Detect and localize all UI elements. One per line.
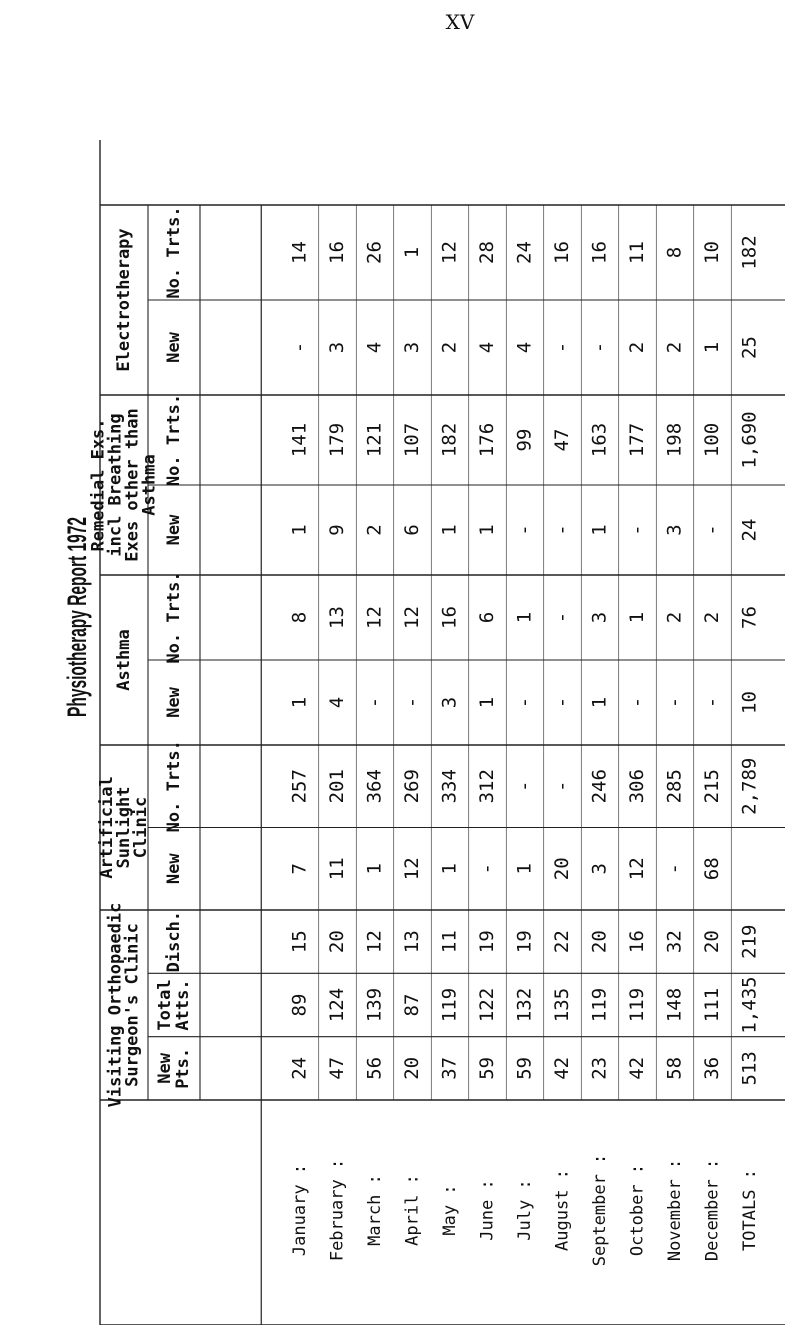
table-cell: 2: [663, 341, 686, 354]
table-cell: 19: [476, 930, 498, 954]
month-label: September :: [590, 1153, 610, 1267]
table-cell: 4: [326, 696, 348, 709]
table-cell: 3: [401, 341, 423, 354]
table-cell: 3: [663, 524, 686, 536]
table-cell: 107: [401, 422, 423, 458]
table-cell: 2,789: [738, 757, 761, 815]
month-label: August :: [552, 1169, 573, 1251]
table-cell: 4: [513, 341, 536, 354]
column-header: New: [164, 332, 184, 363]
table-cell: -: [513, 780, 536, 792]
table-cell: 119: [588, 987, 611, 1023]
column-header: No. Trts.: [164, 206, 184, 299]
table-cell: 12: [363, 930, 386, 954]
table-cell: 20: [588, 930, 611, 954]
table-cell: 10: [738, 691, 761, 714]
column-header: No. Trts.: [164, 740, 184, 833]
table-cell: 1: [701, 341, 723, 354]
table-cell: 257: [288, 769, 311, 804]
group-title: Remedial Exs.: [90, 418, 109, 552]
table-cell: 198: [663, 422, 686, 458]
table-cell: -: [626, 696, 648, 709]
table-cell: 334: [438, 769, 461, 804]
month-label: July :: [515, 1179, 535, 1241]
table-cell: 22: [551, 930, 573, 954]
table-cell: 312: [476, 769, 498, 804]
table-cell: 6: [476, 611, 498, 624]
page-number: XV: [445, 10, 475, 34]
table-cell: -: [288, 341, 311, 354]
table-cell: 1: [513, 611, 536, 624]
table-cell: 13: [326, 606, 348, 629]
table-cell: 20: [701, 930, 723, 954]
table-cell: 182: [738, 235, 761, 270]
table-cell: 1,690: [738, 411, 761, 469]
table-cell: -: [701, 696, 723, 709]
table-cell: 1: [288, 696, 311, 709]
table-cell: -: [513, 696, 536, 709]
table-cell: 269: [401, 769, 423, 804]
group-title: Sunlight: [114, 786, 134, 869]
table-cell: 24: [513, 241, 536, 264]
table-cell: -: [663, 696, 686, 709]
table-cell: 135: [551, 987, 573, 1023]
table-cell: -: [551, 524, 573, 536]
table-cell: 68: [701, 857, 723, 881]
table-cell: 2: [701, 611, 723, 624]
month-label: June :: [477, 1179, 498, 1241]
table-cell: 47: [326, 1056, 348, 1080]
table-cell: 12: [401, 857, 423, 881]
table-cell: 285: [663, 769, 686, 804]
table-cell: 1: [476, 696, 498, 709]
table-cell: 36: [701, 1056, 723, 1080]
table-cell: 12: [626, 857, 648, 881]
table-cell: 3: [588, 611, 611, 624]
month-label: January :: [290, 1163, 310, 1257]
table-cell: 121: [363, 422, 386, 458]
table-cell: 28: [476, 241, 498, 264]
table-cell: 42: [551, 1056, 573, 1080]
table-cell: 1: [588, 524, 611, 536]
group-title: Electrotherapy: [114, 228, 134, 372]
table-cell: 32: [663, 930, 686, 954]
table-cell: 20: [326, 930, 348, 954]
table-cell: 4: [476, 341, 498, 354]
table-cell: 2: [663, 611, 686, 624]
table-cell: 15: [288, 930, 311, 954]
group-title: Visiting Orthopaedic: [105, 902, 126, 1108]
report-title-text: Physiotherapy Report 1972: [62, 512, 92, 717]
column-header: No. Trts.: [164, 571, 184, 664]
table-cell: 2: [626, 341, 648, 354]
table-cell: 1: [513, 863, 536, 875]
table-cell: 2: [363, 524, 386, 536]
table-cell: 201: [326, 769, 348, 804]
table-cell: 12: [363, 606, 386, 629]
table-cell: 58: [663, 1056, 686, 1080]
column-header: New: [155, 1052, 175, 1084]
table-cell: 42: [626, 1056, 648, 1080]
table-cell: 7: [288, 863, 311, 875]
table-cell: 219: [738, 924, 761, 959]
table-cell: 8: [288, 611, 311, 624]
table-cell: -: [551, 341, 573, 354]
table-cell: 177: [626, 422, 648, 458]
table-cell: 246: [588, 769, 611, 804]
table-cell: 87: [401, 993, 423, 1017]
table-cell: 119: [438, 987, 461, 1023]
table-cell: 16: [326, 241, 348, 264]
table-cell: 179: [326, 422, 348, 458]
table-cell: 1: [401, 246, 423, 259]
table-cell: 1: [626, 611, 648, 624]
table-cell: 1,435: [738, 976, 761, 1034]
month-label: December :: [702, 1158, 723, 1262]
table-cell: -: [513, 524, 536, 536]
table-cell: 122: [476, 987, 498, 1023]
column-header: New: [164, 853, 184, 885]
table-cell: 1: [438, 524, 461, 536]
table-cell: 13: [401, 930, 423, 954]
table-cell: 141: [288, 422, 311, 458]
month-label: October :: [627, 1163, 648, 1257]
table-cell: -: [476, 863, 498, 875]
table-cell: -: [588, 341, 611, 354]
table-cell: 16: [588, 241, 611, 264]
table-cell: 11: [626, 241, 648, 264]
month-label: March :: [365, 1174, 385, 1246]
table-cell: 12: [401, 606, 423, 629]
column-header: Total: [155, 979, 175, 1031]
month-label: TOTALS :: [740, 1169, 760, 1251]
table-cell: 9: [326, 524, 348, 536]
table-cell: 176: [476, 422, 498, 458]
table-cell: 59: [513, 1056, 536, 1080]
group-title: Artificial: [97, 776, 117, 879]
table-cell: 364: [363, 769, 386, 804]
table-cell: 1: [476, 524, 498, 536]
statistics-table: [90, 140, 790, 1325]
group-title: Exes other than: [122, 408, 143, 562]
month-label: April :: [402, 1174, 423, 1246]
table-cell: 1: [288, 524, 311, 536]
table-cell: 24: [738, 518, 761, 542]
table-cell: 12: [438, 241, 461, 264]
table-cell: 16: [626, 930, 648, 954]
table-cell: 89: [288, 993, 311, 1017]
table-cell: -: [551, 780, 573, 792]
table-cell: 37: [438, 1056, 461, 1080]
table-cell: 16: [551, 241, 573, 264]
group-title: Surgeon's Clinic: [122, 923, 143, 1087]
table-cell: 100: [701, 422, 723, 458]
month-label: November :: [665, 1158, 685, 1262]
group-title: Clinic: [131, 796, 151, 859]
table-cell: 56: [363, 1056, 386, 1080]
table-cell: 19: [513, 930, 536, 954]
column-header: New: [164, 687, 184, 718]
column-header: Disch.: [164, 910, 184, 973]
table-cell: -: [401, 696, 423, 709]
table-cell: 8: [663, 246, 686, 259]
table-cell: 47: [551, 428, 573, 452]
table-cell: 119: [626, 987, 648, 1023]
table-cell: 14: [288, 241, 311, 264]
table-cell: 23: [588, 1056, 611, 1080]
column-header: Pts.: [173, 1047, 193, 1089]
table-cell: 148: [663, 987, 686, 1023]
column-header: New: [164, 514, 184, 546]
table-cell: 6: [401, 524, 423, 536]
table-cell: 139: [363, 987, 386, 1023]
table-cell: 3: [326, 341, 348, 354]
table-cell: -: [551, 696, 573, 709]
table-cell: 24: [288, 1056, 311, 1080]
column-header: No. Trts.: [164, 393, 184, 487]
table-cell: -: [701, 524, 723, 536]
group-title: incl Breathing: [105, 413, 126, 557]
column-header: Atts.: [173, 979, 193, 1031]
table-cell: 111: [701, 987, 723, 1023]
table-cell: 3: [438, 696, 461, 709]
table-cell: -: [551, 611, 573, 624]
table-cell: 59: [476, 1056, 498, 1080]
table-cell: 11: [438, 930, 461, 954]
table-cell: 20: [551, 857, 573, 881]
table-cell: 215: [701, 769, 723, 804]
table-cell: 1: [588, 696, 611, 709]
table-cell: 163: [588, 422, 611, 458]
table-cell: 16: [438, 606, 461, 629]
month-label: February :: [327, 1158, 348, 1262]
table-cell: 76: [738, 606, 761, 629]
table-cell: 11: [326, 857, 348, 881]
table-cell: 306: [626, 769, 648, 804]
table-cell: 20: [401, 1056, 423, 1080]
group-title: Asthma: [114, 629, 134, 691]
table-cell: -: [363, 696, 386, 709]
table-cell: 132: [513, 987, 536, 1023]
table-cell: -: [626, 524, 648, 536]
table-cell: 99: [513, 428, 536, 452]
table-cell: 3: [588, 863, 611, 875]
group-title: Asthma: [139, 454, 160, 516]
statistics-table-grid: [90, 140, 790, 1325]
table-cell: -: [663, 863, 686, 875]
table-cell: 25: [738, 336, 761, 359]
table-cell: 10: [701, 241, 723, 264]
table-cell: 2: [438, 341, 461, 354]
table-cell: 26: [363, 241, 386, 264]
table-cell: 513: [738, 1051, 761, 1086]
table-cell: 4: [363, 341, 386, 354]
table-cell: 1: [363, 863, 386, 875]
month-label: May :: [440, 1184, 460, 1236]
table-cell: 1: [438, 863, 461, 875]
table-cell: 124: [326, 987, 348, 1023]
table-cell: 182: [438, 422, 461, 458]
